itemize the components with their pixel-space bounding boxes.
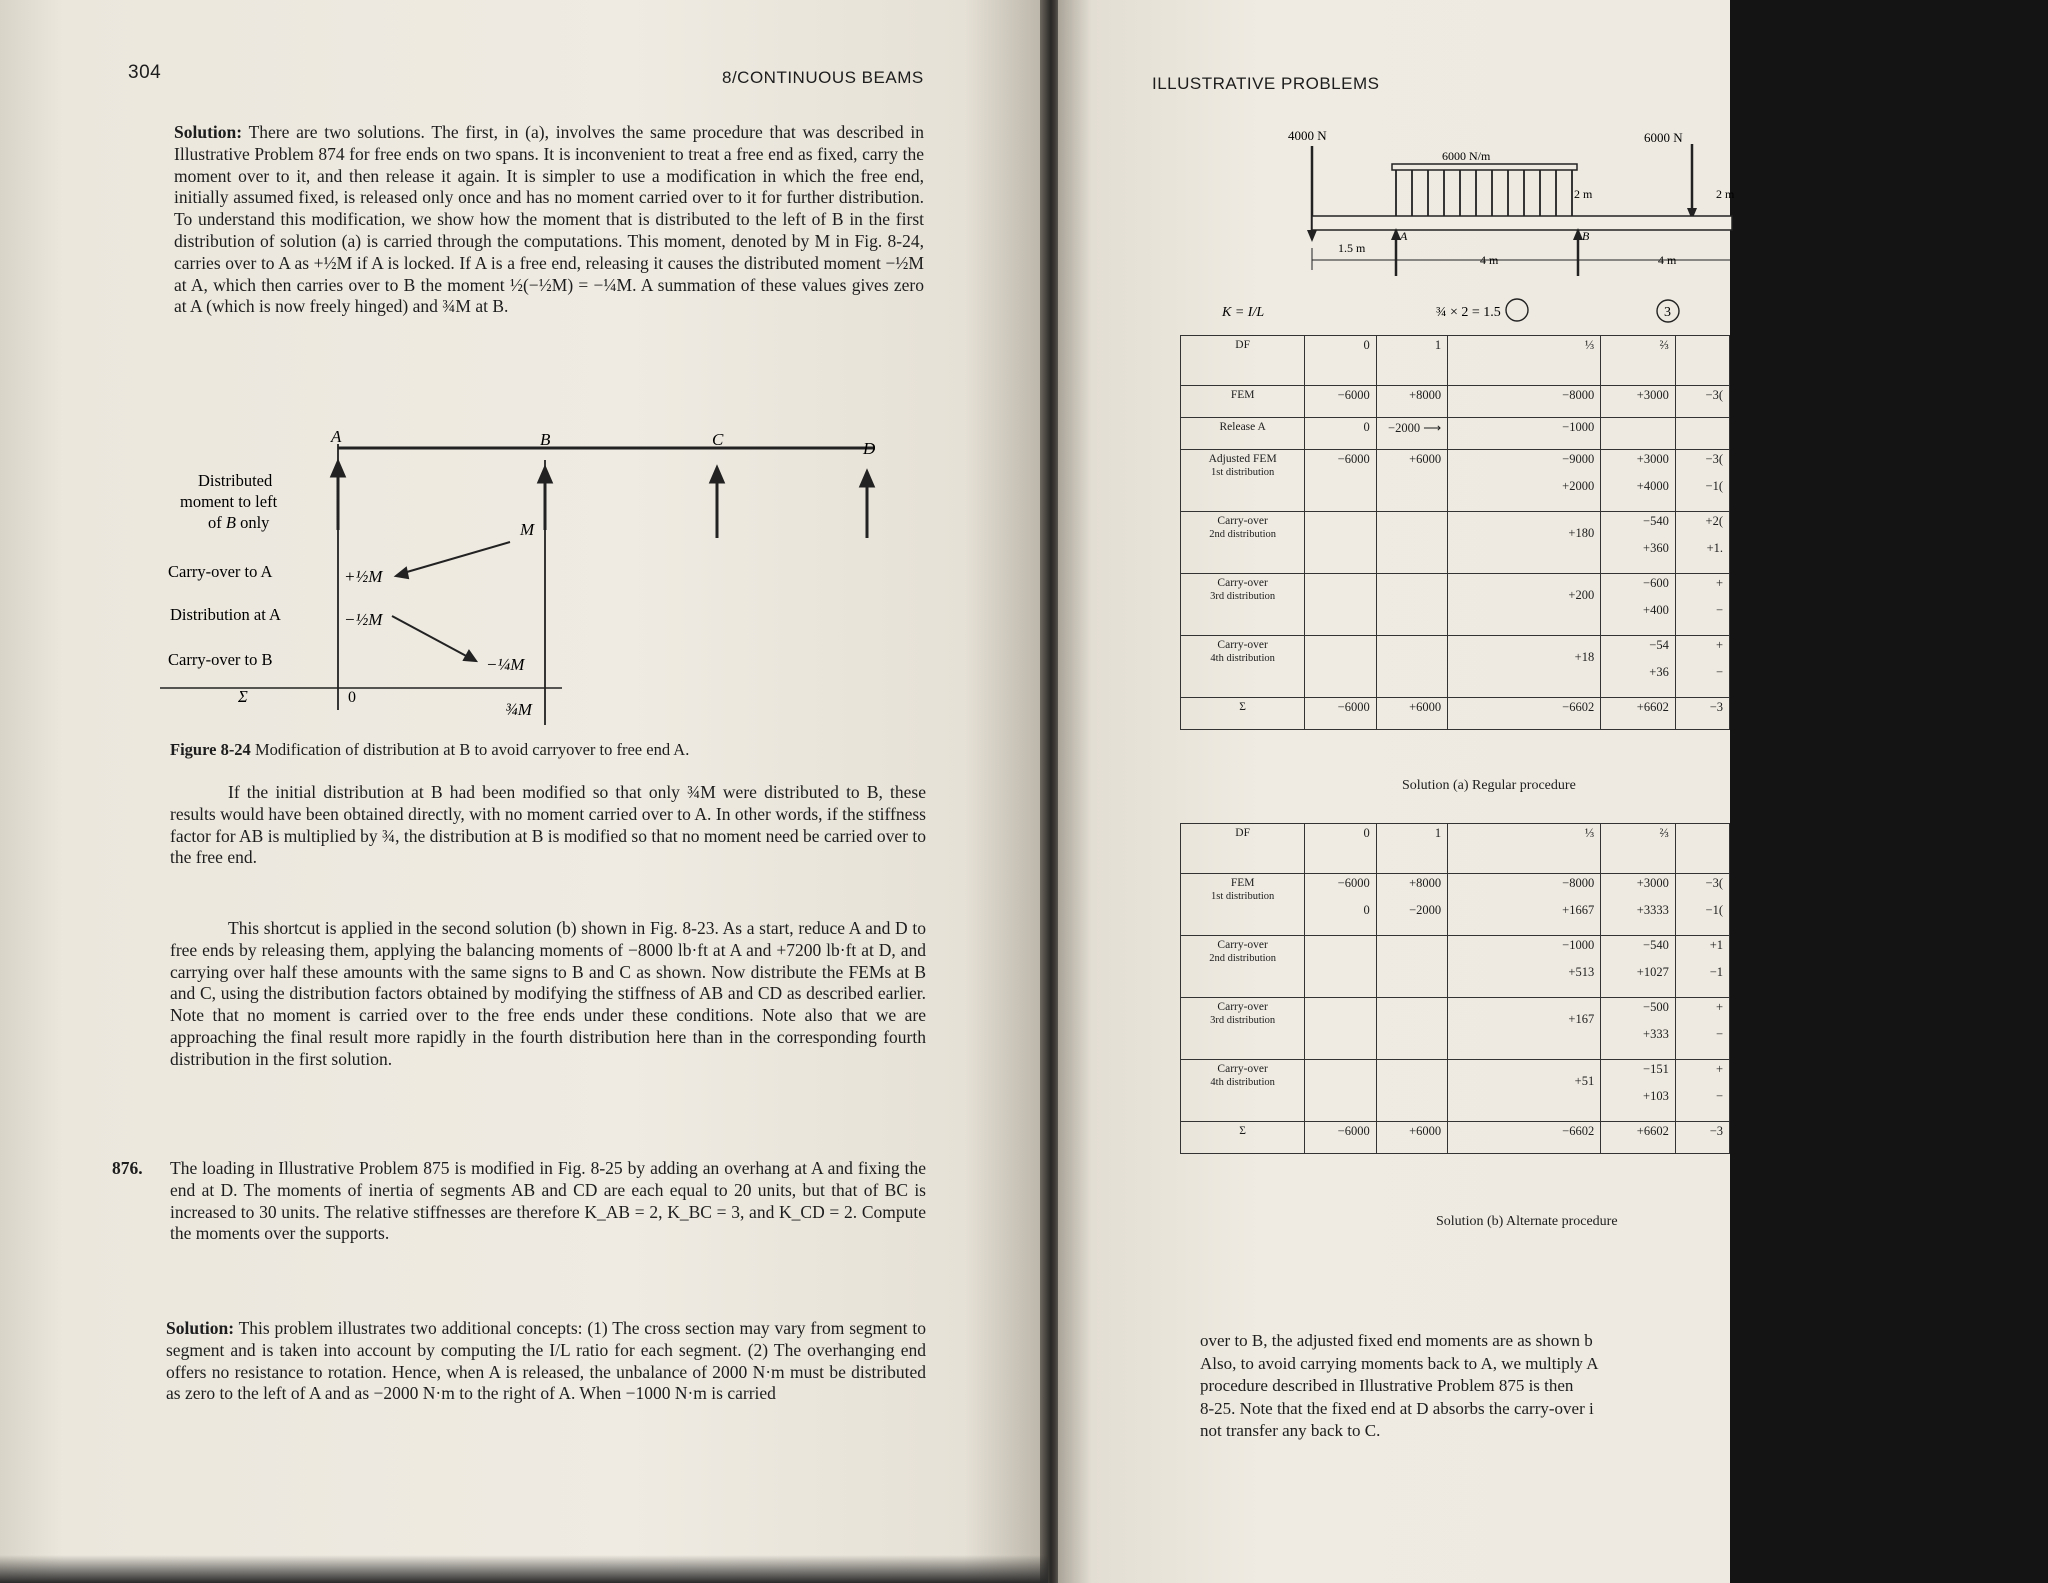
- k-bc-value: 3: [1664, 305, 1671, 320]
- row-label-value: Σ: [1239, 1125, 1246, 1137]
- solution-2-label: Solution:: [166, 1318, 235, 1338]
- col-b-left-value: +180: [1568, 526, 1595, 540]
- col-a-right-value: −2000: [1409, 903, 1442, 917]
- value-carry-over-a: +½M: [344, 567, 383, 586]
- col-c-left-value: −1(: [1705, 903, 1723, 917]
- col-b-right: [1601, 1060, 1676, 1122]
- col-a-right-value: +8000: [1409, 388, 1442, 402]
- col-b-right: [1601, 936, 1676, 998]
- col-c-left: [1675, 512, 1729, 574]
- row-label-value: Carry-over: [1217, 639, 1268, 651]
- page-number: 304: [128, 62, 162, 83]
- col-b-left-value: +18: [1574, 650, 1595, 664]
- col-b-left: [1448, 512, 1601, 574]
- row-label-distributed-2: moment to left: [180, 492, 278, 511]
- col-b-right: [1601, 998, 1676, 1060]
- col-a-left: [1305, 512, 1376, 574]
- col-a-right-value: 1: [1434, 826, 1442, 840]
- row-label-distributed-3: of B only: [208, 513, 270, 532]
- row-label: [1181, 336, 1305, 386]
- row-label-value: 1st distribution: [1211, 467, 1275, 478]
- col-b-right-value: −540: [1643, 514, 1669, 528]
- row-label-carry-over-b: Carry-over to B: [168, 650, 273, 669]
- udl-arrows: [1396, 170, 1572, 216]
- col-a-right: [1376, 336, 1447, 386]
- solution-a-table: [1180, 335, 1730, 730]
- table-row: [1181, 636, 1730, 698]
- col-b-right-value: +4000: [1636, 479, 1669, 493]
- col-a-right: [1376, 386, 1447, 418]
- col-a-right-value: −2000 ⟶: [1388, 421, 1442, 435]
- support-label-a: A: [331, 427, 342, 446]
- support-label-b: B: [540, 430, 551, 449]
- col-c-left: [1675, 336, 1729, 386]
- solution-2-text: This problem illustrates two additional concepts: (1) The cross section may vary from segment to segment and is taken into account by computing the I/L ratio for each segment. (2) The overhanging end offers no resistance to rotation. Hence, when A is released, the unbalance of 2000 N·m must be distributed as zero to the left of A and as −2000 N·m to the right of A. When −1000 N·m is carried: [166, 1318, 926, 1404]
- col-c-left: [1675, 1122, 1729, 1154]
- row-label: [1181, 874, 1305, 936]
- col-b-left: [1448, 998, 1601, 1060]
- row-label-value: DF: [1235, 339, 1250, 351]
- load-a-label: 4000 N: [1288, 128, 1327, 143]
- row-label: [1181, 450, 1305, 512]
- col-c-left-value: +: [1715, 1000, 1723, 1014]
- solution-2-paragraph: [166, 1318, 926, 1405]
- col-b-left-value: +167: [1568, 1012, 1595, 1026]
- col-a-right: [1376, 450, 1447, 512]
- col-c-left-value: +1.: [1706, 541, 1723, 555]
- dim-bc: 4 m: [1658, 253, 1677, 267]
- col-a-right-value: +6000: [1409, 452, 1442, 466]
- support-b-label: B: [1582, 229, 1590, 243]
- col-c-left-value: −3(: [1705, 876, 1723, 890]
- col-c-left-value: −1: [1709, 965, 1723, 979]
- row-label-distributed-1: Distributed: [198, 471, 273, 490]
- col-a-left-value: 0: [1363, 826, 1370, 840]
- solution-a-table-body: [1181, 336, 1730, 730]
- k-formula-label: K = I/L: [1222, 305, 1265, 320]
- col-a-right: [1376, 512, 1447, 574]
- col-b-left-value: +51: [1574, 1074, 1595, 1088]
- solution-b-caption: Solution (b) Alternate procedure: [1436, 1214, 1618, 1229]
- col-b-left-value: −1000: [1562, 420, 1595, 434]
- support-label-c: C: [712, 430, 724, 449]
- paragraph-2: If the initial distribution at B had been modified so that only ¾M were distributed to B, these results would have been obtained directly, with no moment carried over to A. In other words, if the stiffness factor for AB is multiplied by ¾, the distribution at B is modified so that no moment need be carried over to the free end.: [170, 782, 926, 868]
- dim-2m-a: 2 m: [1574, 187, 1593, 201]
- col-c-left: [1675, 936, 1729, 998]
- solution-text: There are two solutions. The first, in (a), involves the same procedure that was described in Illustrative Problem 874 for free ends on two spans. It is inconvenient to treat a free end as fixed, carry the moment over to it, and then release it again. It is simpler to use a modification in which the free end, initially assumed fixed, is released only once and has no moment carried over to it for further distribution. To understand this modification, we show how the moment that is distributed to the left of B in the first distribution of solution (a) is carried through the computations. This moment, denoted by M in Fig. 8-24, carries over to A as +½M if A is locked. If A is a free end, releasing it causes the distributed moment −½M at A, which then carries over to B the moment ½(−½M) = −¼M. A summation of these values gives zero at A (which is now freely hinged) and ¾M at B.: [174, 122, 925, 317]
- col-b-left-value: +1667: [1562, 903, 1595, 917]
- col-b-left-value: +2000: [1562, 479, 1595, 493]
- table-row: [1181, 874, 1730, 936]
- col-a-left-value: 0: [1363, 903, 1370, 917]
- col-c-left: [1675, 998, 1729, 1060]
- col-b-right-value: −54: [1649, 638, 1669, 652]
- col-c-left-value: −3(: [1705, 388, 1723, 402]
- col-b-right: [1601, 512, 1676, 574]
- col-a-left: [1305, 936, 1376, 998]
- table-row: [1181, 450, 1730, 512]
- solution-b-table-body: [1181, 824, 1730, 1154]
- dim-ab: 4 m: [1480, 253, 1499, 267]
- row-label-value: 3rd distribution: [1210, 591, 1276, 602]
- col-c-left: [1675, 1060, 1729, 1122]
- dim-overhang: 1.5 m: [1338, 241, 1366, 255]
- background-dark-area: [1730, 0, 2048, 1583]
- col-b-left: [1448, 450, 1601, 512]
- col-c-left-value: +: [1715, 1062, 1723, 1076]
- solution-a-table-wrapper: [1180, 335, 1730, 730]
- col-a-left: [1305, 450, 1376, 512]
- table-row: [1181, 336, 1730, 386]
- col-a-right: [1376, 636, 1447, 698]
- beam-loading-diagram: [1180, 120, 1735, 330]
- col-b-left-value: +513: [1568, 965, 1595, 979]
- col-c-left-value: −: [1715, 1027, 1723, 1041]
- row-label: [1181, 1060, 1305, 1122]
- col-b-right-value: +400: [1643, 603, 1669, 617]
- col-c-left: [1675, 636, 1729, 698]
- col-c-left: [1675, 698, 1729, 730]
- col-b-left: [1448, 386, 1601, 418]
- col-c-left: [1675, 574, 1729, 636]
- col-a-left-value: −6000: [1337, 700, 1370, 714]
- col-b-right-value: +360: [1643, 541, 1669, 555]
- col-b-left: [1448, 636, 1601, 698]
- table-row: [1181, 512, 1730, 574]
- col-c-left-value: +1: [1709, 938, 1723, 952]
- load-right-label: 6000 N: [1644, 130, 1683, 145]
- col-c-left: [1675, 824, 1729, 874]
- value-m: M: [520, 520, 535, 539]
- col-a-left: [1305, 698, 1376, 730]
- col-b-right-value: ⅔: [1659, 338, 1669, 352]
- col-b-left: [1448, 874, 1601, 936]
- col-b-left: [1448, 418, 1601, 450]
- col-a-left-value: 0: [1363, 338, 1370, 352]
- row-label-value: 4th distribution: [1210, 1077, 1275, 1088]
- col-c-left: [1675, 450, 1729, 512]
- row-label-value: Carry-over: [1217, 939, 1268, 951]
- col-b-left: [1448, 824, 1601, 874]
- row-label: [1181, 998, 1305, 1060]
- col-a-right-value: +8000: [1409, 876, 1442, 890]
- col-b-right-value: +1027: [1636, 965, 1669, 979]
- col-b-right-value: +3000: [1636, 452, 1669, 466]
- solution-paragraph: [174, 122, 924, 318]
- col-c-left-value: −3: [1709, 700, 1723, 714]
- col-a-left: [1305, 998, 1376, 1060]
- col-c-left-value: +: [1715, 638, 1723, 652]
- right-bottom-text: over to B, the adjusted fixed end moments are as shown b Also, to avoid carrying moments back to A, we multiply A procedure described in Illustrative Problem 875 is then 8-25. Note that the fixed end at D absorbs the carry-over i not transfer any back to C.: [1200, 1331, 1599, 1440]
- row-label-value: Carry-over: [1217, 1063, 1268, 1075]
- col-c-left-value: −3: [1709, 1124, 1723, 1138]
- problem-text: The loading in Illustrative Problem 875 is modified in Fig. 8-25 by adding an overhang at A and fixing the end at D. The moments of inertia of segments AB and CD are each equal to 20 units, but that of BC is increased to 30 units. The relative stiffnesses are therefore K_AB = 2, K_BC = 3, and K_CD = 2. Compute the moments over the supports.: [170, 1158, 926, 1244]
- row-label: [1181, 698, 1305, 730]
- solution-b-table: [1180, 823, 1730, 1154]
- col-a-left-value: −6000: [1337, 388, 1370, 402]
- col-c-left-value: +: [1715, 576, 1723, 590]
- row-label-value: Adjusted FEM: [1208, 453, 1277, 465]
- running-header: 8/CONTINUOUS BEAMS: [722, 68, 924, 87]
- col-b-left: [1448, 336, 1601, 386]
- col-a-left: [1305, 574, 1376, 636]
- col-c-left: [1675, 386, 1729, 418]
- col-b-right: [1601, 336, 1676, 386]
- support-a-label: A: [1400, 229, 1408, 243]
- col-a-left: [1305, 336, 1376, 386]
- support-label-d: D: [863, 439, 876, 458]
- value-carry-over-b: −¼M: [486, 655, 525, 674]
- col-b-right: [1601, 824, 1676, 874]
- col-a-left: [1305, 418, 1376, 450]
- row-label: [1181, 1122, 1305, 1154]
- value-sum-b: ¾M: [505, 700, 532, 719]
- row-label: [1181, 824, 1305, 874]
- col-b-right: [1601, 1122, 1676, 1154]
- value-distribution-a: −½M: [344, 610, 383, 629]
- col-c-left-value: −: [1715, 603, 1723, 617]
- row-label: [1181, 386, 1305, 418]
- col-a-left-value: −6000: [1337, 876, 1370, 890]
- row-label-value: 2nd distribution: [1209, 529, 1277, 540]
- table-row: [1181, 418, 1730, 450]
- col-c-left: [1675, 418, 1729, 450]
- udl-label: 6000 N/m: [1442, 149, 1491, 163]
- right-running-header: ILLUSTRATIVE PROBLEMS: [1152, 74, 1380, 93]
- col-b-right-value: −600: [1643, 576, 1669, 590]
- col-b-right: [1601, 698, 1676, 730]
- col-b-left-value: ⅓: [1584, 338, 1595, 352]
- col-c-left: [1675, 874, 1729, 936]
- col-b-right-value: +36: [1649, 665, 1669, 679]
- paragraph-3: This shortcut is applied in the second solution (b) shown in Fig. 8-23. As a start, reduce A and D to free ends by releasing them, applying the balancing moments of −8000 lb·ft at A and +7200 lb·ft at D, and carrying over half these amounts with the same signs to B and C as shown. Now distribute the FEMs at B and C, using the distribution factors obtained by modifying the stiffness of AB and CD as described earlier. Note that no moment is carried over to the free ends under these conditions. Note also that we are approaching the final result more rapidly in the fourth distribution here than in the corresponding fourth distribution in the first solution.: [170, 918, 926, 1069]
- dim-2m-b: 2 m: [1716, 187, 1735, 201]
- col-b-left-value: −8000: [1562, 876, 1595, 890]
- col-a-left: [1305, 386, 1376, 418]
- value-sum-a: 0: [348, 689, 356, 706]
- col-c-left-value: −1(: [1705, 479, 1723, 493]
- row-label-value: 3rd distribution: [1210, 1015, 1276, 1026]
- col-c-left-value: −: [1715, 1089, 1723, 1103]
- col-a-left: [1305, 824, 1376, 874]
- col-b-left: [1448, 936, 1601, 998]
- table-row: [1181, 936, 1730, 998]
- col-b-left: [1448, 574, 1601, 636]
- col-c-left-value: −3(: [1705, 452, 1723, 466]
- row-label-carry-over-a: Carry-over to A: [168, 562, 273, 581]
- col-a-right: [1376, 936, 1447, 998]
- row-label-sum: Σ: [238, 687, 248, 706]
- row-label-value: Σ: [1239, 701, 1246, 713]
- col-a-left: [1305, 1060, 1376, 1122]
- col-a-right-value: +6000: [1409, 700, 1442, 714]
- col-a-right: [1376, 418, 1447, 450]
- col-b-left: [1448, 698, 1601, 730]
- col-b-right: [1601, 574, 1676, 636]
- col-b-right-value: +6602: [1636, 1124, 1669, 1138]
- row-label: [1181, 574, 1305, 636]
- col-a-left: [1305, 636, 1376, 698]
- problem-number: 876.: [112, 1158, 143, 1178]
- row-label-value: DF: [1235, 827, 1250, 839]
- row-label-value: Carry-over: [1217, 515, 1268, 527]
- col-a-right: [1376, 574, 1447, 636]
- row-label: [1181, 936, 1305, 998]
- col-b-left-value: −8000: [1562, 388, 1595, 402]
- row-label-value: Release A: [1219, 421, 1266, 433]
- solution-b-table-wrapper: [1180, 823, 1730, 1154]
- col-a-right: [1376, 874, 1447, 936]
- row-label: [1181, 512, 1305, 574]
- figure-8-24-diagram: [160, 427, 920, 735]
- figure-caption-label: Figure 8-24: [170, 740, 251, 759]
- col-b-right-value: −151: [1643, 1062, 1669, 1076]
- col-b-right-value: +333: [1643, 1027, 1669, 1041]
- col-b-right: [1601, 874, 1676, 936]
- col-b-right: [1601, 418, 1676, 450]
- k-ab-value: ¾ × 2 = 1.5: [1436, 305, 1501, 320]
- col-b-right: [1601, 636, 1676, 698]
- col-b-right: [1601, 450, 1676, 512]
- table-row: [1181, 698, 1730, 730]
- col-c-left-value: +2(: [1705, 514, 1723, 528]
- col-a-left: [1305, 874, 1376, 936]
- col-b-left-value: ⅓: [1584, 826, 1595, 840]
- solution-label: Solution:: [174, 122, 243, 142]
- table-row: [1181, 1122, 1730, 1154]
- col-a-right-value: +6000: [1409, 1124, 1442, 1138]
- col-b-right-value: +3333: [1636, 903, 1669, 917]
- table-row: [1181, 574, 1730, 636]
- row-label-value: 4th distribution: [1210, 653, 1275, 664]
- table-row: [1181, 824, 1730, 874]
- col-a-right: [1376, 824, 1447, 874]
- col-a-left-value: −6000: [1337, 452, 1370, 466]
- page-bottom-shadow: [0, 1555, 1048, 1583]
- row-label-value: FEM: [1230, 877, 1255, 889]
- figure-caption-text: Modification of distribution at B to avoid carryover to free end A.: [254, 740, 690, 759]
- col-b-left: [1448, 1060, 1601, 1122]
- col-b-left-value: −1000: [1562, 938, 1595, 952]
- table-row: [1181, 998, 1730, 1060]
- col-b-right-value: −500: [1643, 1000, 1669, 1014]
- col-b-left-value: −6602: [1562, 700, 1595, 714]
- col-b-right-value: −540: [1643, 938, 1669, 952]
- col-b-right-value: +3000: [1636, 876, 1669, 890]
- table-row: [1181, 386, 1730, 418]
- row-label: [1181, 636, 1305, 698]
- row-label-value: 1st distribution: [1211, 891, 1275, 902]
- col-a-left: [1305, 1122, 1376, 1154]
- row-label: [1181, 418, 1305, 450]
- col-a-right: [1376, 698, 1447, 730]
- col-c-left-value: −: [1715, 665, 1723, 679]
- col-b-right: [1601, 386, 1676, 418]
- row-label-value: Carry-over: [1217, 577, 1268, 589]
- col-a-left-value: −6000: [1337, 1124, 1370, 1138]
- col-b-right-value: +6602: [1636, 700, 1669, 714]
- figure-caption: [170, 739, 930, 761]
- col-a-right: [1376, 998, 1447, 1060]
- row-label-value: 2nd distribution: [1209, 953, 1277, 964]
- col-b-left: [1448, 1122, 1601, 1154]
- col-a-right: [1376, 1122, 1447, 1154]
- row-label-value: Carry-over: [1217, 1001, 1268, 1013]
- col-b-right-value: +103: [1643, 1089, 1669, 1103]
- col-b-right-value: +3000: [1636, 388, 1669, 402]
- col-b-left-value: −6602: [1562, 1124, 1595, 1138]
- col-a-right: [1376, 1060, 1447, 1122]
- col-b-right-value: ⅔: [1659, 826, 1669, 840]
- col-a-left-value: 0: [1363, 420, 1370, 434]
- row-label-value: FEM: [1230, 389, 1255, 401]
- col-a-right-value: 1: [1434, 338, 1442, 352]
- col-b-left-value: −9000: [1562, 452, 1595, 466]
- solution-a-caption: Solution (a) Regular procedure: [1402, 778, 1576, 793]
- table-row: [1181, 1060, 1730, 1122]
- col-b-left-value: +200: [1568, 588, 1595, 602]
- row-label-distribution-a: Distribution at A: [170, 605, 281, 624]
